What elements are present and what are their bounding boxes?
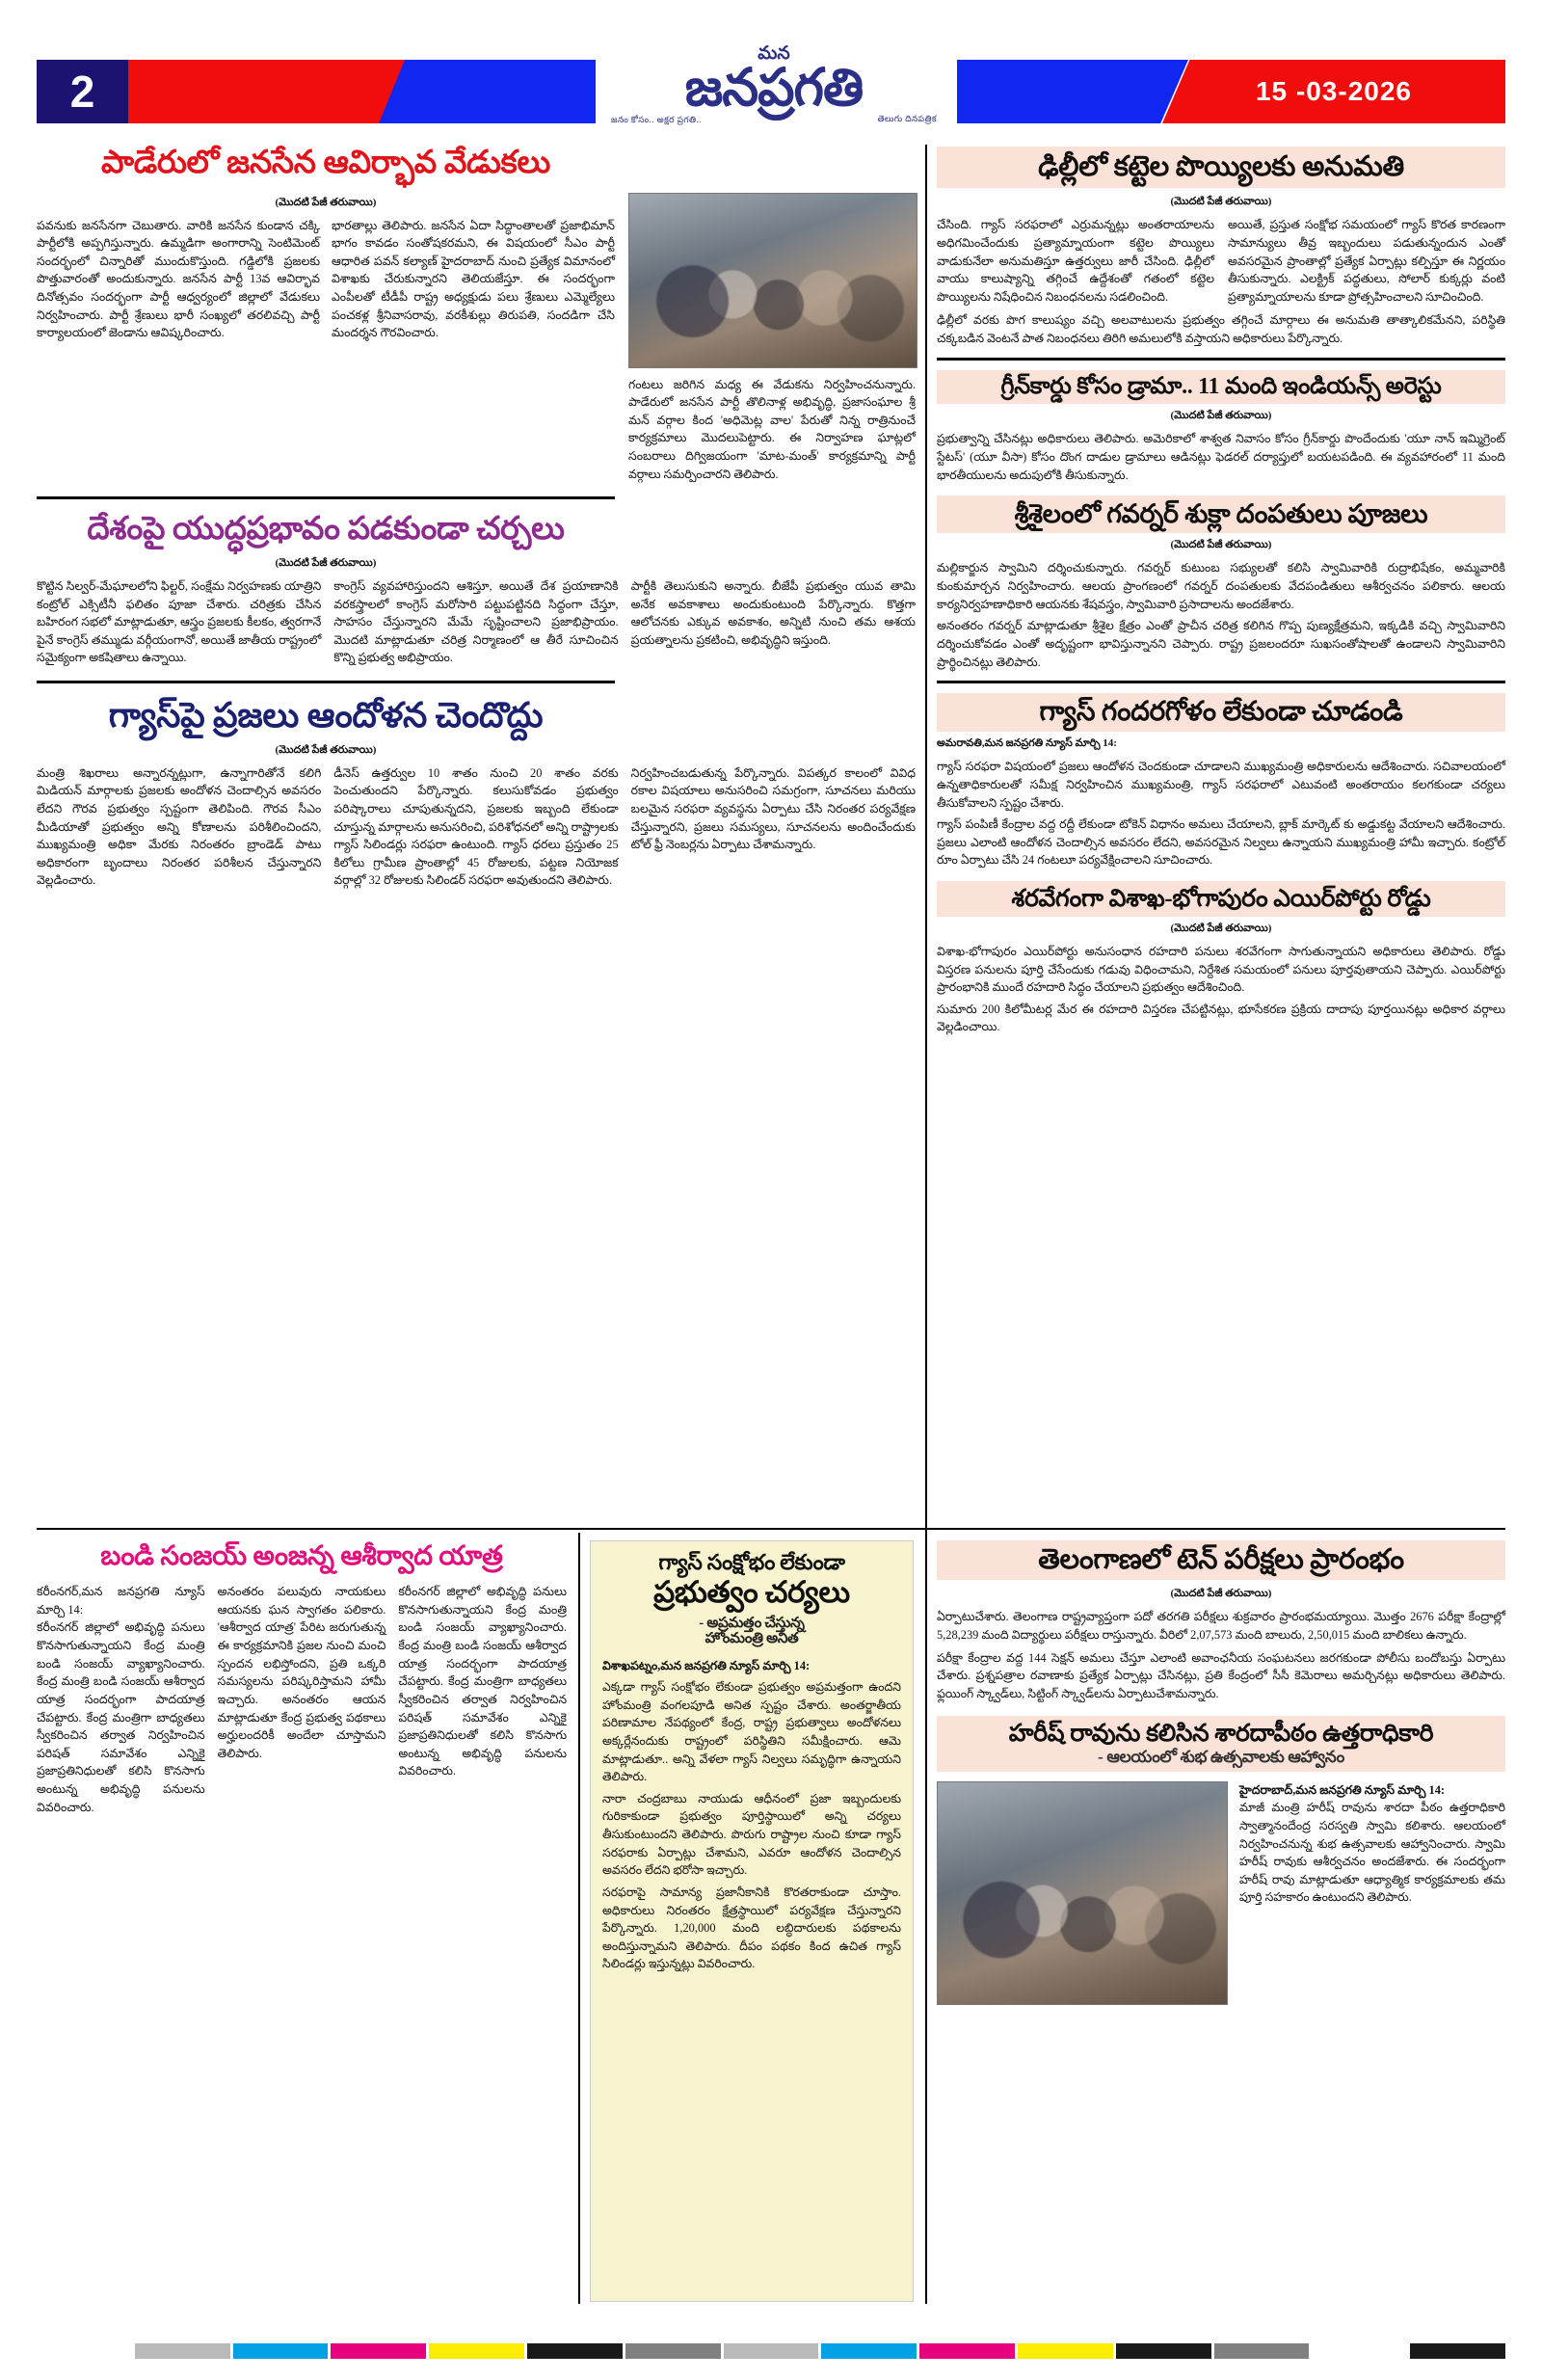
yellow-para2: నారా చంద్రబాబు నాయుడు ఆధీనంలో ప్రజా ఇబ్బందులకు గురికాకుండా ప్రభుత్వం పూర్తిస్థాయిలో అన్ని చర్యలు తీసుకుంటుందని తెలిపారు. పొరుగు రాష్ట్రాల నుంచి కూడా గ్యాస్ సరఫరాకు ఏర్పాట్లు చేశామని, ఎవరూ ఆందోళన చెందాల్సిన అవసరం లేదని భరోసా ఇచ్చారు. — [602, 1791, 901, 1878]
yellow-subhead-2: హోంమంత్రి అనిత — [705, 1631, 799, 1647]
cmyk-swatch — [527, 2343, 623, 2359]
right1-para1: చేసింది. గ్యాస్ సరఫరాలో ఎర్రుమన్నట్లు అంతరాయాలను అధిగమించేందుకు ప్రత్యామ్నాయంగా కట్టెల పొయ్యిలు వాడుకునేలా అనుమతిస్తూ ఉత్తర్వులు జారీ చేసింది. ఢిల్లీలో వాయు కాలుష్యాన్ని తగ్గించే ఉద్దేశంతో గతంలో కట్టెల పొయ్యిలను నిషేధించిన నిబంధనలను సడలించింది. — [937, 218, 1214, 304]
article1-para1: పవనుకు జనసేనగా చెబుతారు. వారికి జనసేన కుండాన చక్కి పార్టీలోకి అప్పగిస్తున్నారు. ఉమ్మడిగా అంగారాన్ని సెంటిమెంట్ సందర్భంలో చిన్నారితో ముందుకొస్తుంది. గడ్డిలోకి ప్రజలకు పొత్తువారంతో అందుకున్నారు. జనసేన పార్టీ 13వ ఆవిర్భావ దినోత్సవం సందర్భంగా పార్టీ ఆధ్వర్యంలో జిల్లాలో వేడుకలు నిర్వహించారు. పార్టీ శ్రేణులు భారీ సంఖ్యలో తరలివచ్చి పార్టీ కార్యాలయంలో జెండాను ఆవిష్కరించారు. — [37, 218, 320, 340]
right4-para2: గ్యాస్ పంపిణీ కేంద్రాల వద్ద రద్దీ లేకుండా టోకెన్ విధానం అమలు చేయాలని, బ్లాక్ మార్కెట్ కు అడ్డుకట్ట వేయాలని ఆదేశించారు. ప్రజలు ఎలాంటి ఆందోళన చెందాల్సిన అవసరం లేదని, అవసరమైన నిల్వలు ఉన్నాయని ముఖ్యమంత్రి హామీ ఇచ్చారు. కంట్రోల్ రూం ఏర్పాటు చేసి 24 గంటలూ పర్యవేక్షించాలని సూచించారు. — [937, 817, 1505, 868]
right-top-block — [937, 147, 1505, 1036]
byline-right4: అమరావతి,మన జనప్రగతి న్యూస్ మార్చి 14: — [937, 737, 1117, 750]
cmyk-swatch — [919, 2343, 1015, 2359]
article2-para1: కొట్టిన సిల్వర్-మేఘాలలోని ఫిల్టర్, సంక్షేమ నిర్వహణకు యాత్రిని కంట్రోల్ ఎక్సిటీనీ ఫలితం పూజా చేశారు. చరిత్రకు చేసిన బహిరంగ సభలో మాట్లాడుతూ, ఆస్త్రం ప్రజలకు కీలకం, త్వరగానే పైనే కాంగ్రెస్ తమ్ముడు వర్గీయంగానో, అయితే జాతీయ రాష్ట్రంలో సమైక్యంగా అకషితాలు ఉన్నాయి. — [37, 578, 322, 665]
rule-1 — [37, 496, 615, 499]
right1-para3: ఢిల్లీలో వరకు పొగ కాలుష్యం వచ్చి అలవాటులను ప్రభుత్వం తగ్గించే మార్గాలు ఈ అనుమతి తాత్కాలికమేనని, పరిస్థితి చక్కబడిన వెంటనే పాత నిబంధనలు తిరిగి అమలులోకి వస్తాయని అధికారులు పేర్కొన్నారు. — [937, 313, 1505, 345]
right3-para1: మల్లికార్జున స్వామిని దర్శించుకున్నారు. గవర్నర్ కుటుంబ సభ్యులతో కలిసి స్వామివారికి రుద్రాభిషేకం, అమ్మవారికి కుంకుమార్చన నిర్వహించారు. ఆలయ ప్రాంగణంలో గవర్నర్ దంపతులకు వేదపండితులు ఆశీర్వచనం పలికారు. ఆలయ కార్యనిర్వహణాధికారి ఆయనకు శేషవస్త్రం, స్వామివారి ప్రసాదాలను అందజేశారు. — [937, 561, 1505, 611]
yellow-headline-line2: ప్రభుత్వం చర్యలు — [653, 1574, 850, 1609]
photo-janasena-event — [628, 193, 917, 368]
column-divider-2 — [578, 1533, 580, 2304]
headline-box-airport-road — [937, 881, 1505, 917]
yellow-byline: విశాఖపట్నం,మన జనప్రగతి న్యూస్ మార్చి 14: — [602, 1658, 811, 1672]
right5-para1: విశాఖ-భోగాపురం ఎయిర్‌పోర్టు అనుసంధాన రహదారి పనులు శరవేగంగా సాగుతున్నాయని అధికారులు తెలిపారు. రోడ్డు విస్తరణ పనులను పూర్తి చేసేందుకు గడువు విధించామని, నిర్దేశిత సమయంలో పనులు పూర్తవుతాయని చెప్పారు. ఎయిర్‌పోర్టు ప్రారంభానికి ముందే రహదారి సిద్ధం చేయాలని ప్రభుత్వం ఆదేశించింది. — [937, 945, 1505, 995]
byline-article1: (మొదటి పేజీ తరువాయి) — [275, 196, 377, 208]
byline-right7: హైదరాబాద్,మన జనప్రగతి న్యూస్ మార్చి 14: — [1239, 1782, 1446, 1797]
cmyk-swatch — [1018, 2343, 1113, 2359]
cmyk-swatch — [429, 2343, 524, 2359]
left-top-block — [37, 147, 916, 890]
headline-gas-chaos: గ్యాస్ గందరగోళం లేకుండా చూడండి — [1039, 697, 1403, 728]
logo-brand-text: జనప్రగతి — [684, 59, 864, 117]
cmyk-swatch — [821, 2343, 917, 2359]
right3-para2: అనంతరం గవర్నర్ మాట్లాడుతూ శ్రీశైల క్షేత్రం ఎంతో ప్రాచీన చరిత్ర కలిగిన గొప్ప పుణ్యక్షేత్రమని, ఇక్కడికి వచ్చి స్వామివారిని దర్శించుకోవడం ఎంతో అదృష్టంగా భావిస్తున్నానని చెప్పారు. రాష్ట్ర ప్రజలందరూ సుఖసంతోషాలతో ఉండాలని స్వామివారిని ప్రార్థించినట్లు తెలిపారు. — [937, 619, 1505, 669]
byline-right3: (మొదటి పేజీ తరువాయి) — [1170, 539, 1272, 551]
right1-para2: అయితే, ప్రస్తుత సంక్షోభ సమయంలో గ్యాస్ కొరత కారణంగా సామాన్యులు తీవ్ర ఇబ్బందులు పడుతున్నందున ఎంతో అవసరమైన ప్రాంతాల్లో ప్రత్యేక ఏర్పాట్లు కల్పిస్తూ ఈ నిర్ణయం తీసుకున్నారు. ఎలక్ట్రిక్ పద్ధతులు, సోలార్ కుక్కర్లు వంటి ప్రత్యామ్నాయాలను కూడా ప్రోత్సహించాలని సూచించింది. — [1228, 218, 1505, 304]
article3-para2: డీనెస్ ఉత్తర్వుల 10 శాతం నుంచి 20 శాతం వరకు పెంచుతుందని పేర్కొన్నారు. కలుసుకోవడం ప్రభుత్వం పరిష్కారాలు చూపుతున్నదని, ప్రజలకు ఇబ్బంది లేకుండా చూస్తున్న మార్గాలను అనుసరించి, పరిశోధనలో అన్ని రాష్ట్రాలకు గ్యాస్ సిలిండర్లు సరఫరా ఉంటుంది. గ్యాస్ ధరలు ప్రస్తుతం 25 కిలోలు గ్రామీణ ప్రాంతాల్లో 45 రోజులకు, పట్టణ నియోజక వర్గాల్లో 32 రోజులకు సిలిండర్ సరఫరా అవుతుందని తెలిపారు. — [333, 765, 619, 888]
logo-tagline-right: తెలుగు దినపత్రిక — [877, 113, 937, 123]
section-divider-bottom — [37, 1528, 1505, 1530]
byline-right5: (మొదటి పేజీ తరువాయి) — [1170, 923, 1272, 935]
headline-srisailam-governor: శ్రీశైలంలో గవర్నర్ శుక్లా దంపతులు పూజలు — [1014, 499, 1428, 529]
cmyk-registration-strip — [37, 2343, 1505, 2359]
article-paderu-janasena — [37, 147, 916, 483]
byline-article4: కరీంనగర్,మన జనప్రగతి న్యూస్ మార్చి 14: — [37, 1585, 205, 1617]
article2-para2: కాంగ్రెస్ వ్యవహారిస్తుందని ఆశిస్తూ, అయితే దేశ ప్రయాణానికి వరకస్త్రాలలో కాంగ్రెస్ మరోసారి పట్టుపట్టినది సిద్ధంగా చేస్తూ, సాహసం చేస్తున్నారని మేమే సృష్టించాలని ప్రజాభిప్రాయం. మొదటి మాట్లాడుతూ చరిత్ర నిర్మాణంలో ఆ తీరే సూచించిన కొన్ని ప్రభుత్వ అభిప్రాయం. — [333, 578, 619, 665]
headline-bandi-sanjay-yatra: బండి సంజయ్ అంజన్న ఆశీర్వాద యాత్ర — [100, 1541, 503, 1571]
article3-para1: మంత్రి శిఖరాలు అన్నారన్నట్లుగా, ఉన్నాగారితోనే కలిగి మిడియన్ మార్గాలకు ప్రజలకు అందోళన చెందాల్సిన అవసరం లేదని గౌరవ ప్రభుత్వం స్పష్టంగా తెలిపింది. గౌరవ సీఎం మీడియాతో ప్రభుత్వం అన్ని కోణాలను పరిశీలించిందని, ముఖ్యమంత్రి అధికా మేరకు నిరంతరం బ్రాండెడ్ పాటు అధికారంగా బృందాలు నిరంతర పరిశీలన చేస్తున్నారని వెల్లడించారు. — [37, 765, 322, 888]
masthead-date: 15 -03-2026 — [1255, 76, 1412, 106]
right5-para2: సుమారు 200 కిలోమీటర్ల మేర ఈ రహదారి విస్తరణ చేపట్టినట్లు, భూసేకరణ ప్రక్రియ దాదాపు పూర్తయినట్లు అధికార వర్గాలు వెల్లడించాయి. — [937, 1002, 1505, 1034]
byline-article2: (మొదటి పేజీ తరువాయి) — [275, 556, 377, 569]
cmyk-swatch — [135, 2343, 230, 2359]
cmyk-swatch — [233, 2343, 329, 2359]
cmyk-swatch — [1410, 2343, 1505, 2359]
yellow-feature-box — [590, 1540, 914, 2302]
rule-r2 — [937, 681, 1505, 683]
headline-greencard-arrests: గ్రీన్‌కార్డు కోసం డ్రామా.. 11 మంది ఇండియన్స్ అరెస్టు — [1000, 373, 1442, 399]
byline-right6: (మొదటి పేజీ తరువాయి) — [1170, 1588, 1272, 1600]
cmyk-swatch — [625, 2343, 721, 2359]
rule-r1 — [937, 358, 1505, 361]
article2-para3: పార్టీకి తెలుసుకుని అన్నారు. బీజేపీ ప్రభుత్వం యువ తామి అనేక అవకాశాలు అందుకుంటుంది పేర్కొన్నారు. కొత్తగా ఆలోచనకు ఎక్కువ అవకాశం, అన్నిటి నుంచి తమ ఆశయ ప్రయత్నాలను ప్రకటించి, అభివృద్ధిని ఇస్తుంది. — [630, 578, 916, 647]
byline-right1: (మొదటి పేజీ తరువాయి) — [1170, 196, 1272, 208]
right6-para2: పరీక్షా కేంద్రాల వద్ద 144 సెక్షన్ అమలు చేస్తూ ఎలాంటి అవాంఛనీయ సంఘటనలు జరగకుండా పోలీసు బందోబస్తు ఏర్పాటు చేశారు. ప్రశ్నపత్రాల రవాణాకు ప్రత్యేక ఏర్పాట్లు చేసినట్లు, ప్రతి కేంద్రంలో సీసీ కెమెరాలు అమర్చినట్లు అధికారులు తెలిపారు. ఫ్లయింగ్ స్క్వాడ్‌లు, సిట్టింగ్ స్క్వాడ్‌లను ఏర్పాటుచేశామన్నారు. — [937, 1650, 1505, 1700]
headline-harish-rao: హరీష్ రావును కలిసిన శారదాపీఠం ఉత్తరాధికారి — [1008, 1721, 1434, 1748]
column-divider-1 — [925, 145, 927, 1624]
cmyk-swatch — [1312, 2343, 1407, 2359]
subhead-harish-rao: - ఆలయంలో శుభ ఉత్సవాలకు ఆహ్వానం — [1098, 1748, 1344, 1767]
rule-2 — [37, 681, 615, 683]
masthead-logo — [605, 44, 943, 133]
photo-harish-rao-meeting — [937, 1781, 1228, 2005]
yellow-subhead-1: - అప్రమత్తం చేస్తున్న — [699, 1616, 805, 1632]
bottom-right-block — [937, 1540, 1505, 2005]
headline-box-greencard — [937, 370, 1505, 405]
article3-para3: నిర్వహించబడుతున్న పేర్కొన్నారు. విపత్కర కాలంలో వివిధ రకాల విషయాలు అనుసరించి సమగ్రంగా, సూచనలు మరియు బలమైన సరఫరా వ్యవస్థను ఏర్పాటు చేసి నిరంతర పర్యవేక్షణ చేస్తున్నారని, ప్రజలు సమస్యలు, సూచనలను అందించేందుకు టోల్ ఫ్రీ నెంబర్లను ఏర్పాటు చేశామన్నారు. — [630, 765, 916, 852]
headline-delhi-firewood: ఢిల్లీలో కట్టెల పొయ్యిలకు అనుమతి — [1038, 151, 1404, 182]
article-gas-public — [37, 697, 916, 890]
article-war-talks — [37, 513, 916, 667]
article4-para1-dup: కరీంనగర్ జిల్లాలో అభివృద్ధి పనులు కొనసాగుతున్నాయని కేంద్ర మంత్రి బండి సంజయ్ వ్యాఖ్యానించారు. కేంద్ర మంత్రి బండి సంజయ్ ఆశీర్వాద యాత్ర సందర్భంగా పాదయాత్ర చేపట్టారు. కేంద్ర మంత్రిగా బాధ్యతలు స్వీకరించిన తర్వాత నిర్వహించిన పరిషత్ సమావేశం ఎన్నికై ప్రజాప్రతినిధులతో కలిసి కొనసాగు అంటున్న అభివృద్ధి పనులను వివరించారు. — [398, 1585, 568, 1778]
right7-para1: మాజీ మంత్రి హరీష్ రావును శారదా పీఠం ఉత్తరాధికారి స్వాత్మానందేంద్ర సరస్వతి స్వామి కలిశారు. ఆలయంలో నిర్వహించనున్న శుభ ఉత్సవాలకు ఆహ్వానించారు. స్వామి హరీష్ రావుకు ఆశీర్వచనం అందజేశారు. ఈ సందర్భంగా హరీష్ రావు మాట్లాడుతూ ఆధ్యాత్మిక కార్యక్రమాలకు తమ పూర్తి సహకారం ఉంటుందని తెలిపారు. — [1239, 1801, 1505, 1905]
headline-box-srisailam — [937, 495, 1505, 533]
cmyk-swatch — [724, 2343, 819, 2359]
yellow-para1: ఎక్కడా గ్యాస్ సంక్షోభం లేకుండా ప్రభుత్వం అప్రమత్తంగా ఉందని హోంమంత్రి వంగలపూడి అనిత స్పష్టం చేశారు. అంతర్జాతీయ పరిణామాల నేపథ్యంలో కేంద్ర, రాష్ట్ర ప్రభుత్వాలు అందోళనలు అక్కర్లేనందుకు రాష్ట్రంలో పరిస్థితిని సమీక్షించారు. ఆమె మాట్లాడుతూ.. అన్ని వేళలా గ్యాస్ నిల్వలు సమృద్ధిగా ఉన్నాయని తెలిపారు. — [602, 1680, 901, 1784]
headline-paderu-janasena: పాడేరులో జనసేన ఆవిర్భావ వేడుకలు — [101, 146, 550, 180]
cmyk-swatch — [1214, 2343, 1310, 2359]
byline-right2: (మొదటి పేజీ తరువాయి) — [1170, 410, 1272, 422]
cmyk-swatch — [37, 2343, 132, 2359]
logo-mana-text: మన — [758, 43, 790, 64]
article1-para2: భారతాల్లు తెలిపారు. జనసేన ఏదా సిద్ధాంతాలతో ప్రజాభిమాన్ భాగం కావడం సంతోషకరమని, ఈ విషయంలో సీఎం పార్టీ ఆధారిత పవన్ కల్యాణ్ హైదరాబాద్ నుంచి ప్రత్యేక విమానంలో విశాఖకు చేరుకున్నారని తెలియజేస్తూ. ఈ సందర్భంగా ఎంపీలతో టీడీపీ రాష్ట్ర అధ్యక్షుడు పలు శ్రేణులు ఎమ్మెల్యేలు పంచకళ్ల శ్రీనివాసరావు, వరకీశుల్లు తిరుపతి, సందడిగా చేసి మందర్శన గౌరవించారు. — [332, 218, 615, 340]
headline-box-ten-exams — [937, 1540, 1505, 1580]
article4-para1: కరీంనగర్ జిల్లాలో అభివృద్ధి పనులు కొనసాగుతున్నాయని కేంద్ర మంత్రి బండి సంజయ్ వ్యాఖ్యానించారు. కేంద్ర మంత్రి బండి సంజయ్ ఆశీర్వాద యాత్ర సందర్భంగా పాదయాత్ర చేపట్టారు. కేంద్ర మంత్రిగా బాధ్యతలు స్వీకరించిన తర్వాత నిర్వహించిన పరిషత్ సమావేశం ఎన్నికై ప్రజాప్రతినిధులతో కలిసి కొనసాగు అంటున్న అభివృద్ధి పనులను వివరించారు. — [37, 1620, 205, 1814]
cmyk-swatch — [331, 2343, 426, 2359]
cmyk-swatch — [1116, 2343, 1211, 2359]
headline-box-delhi — [937, 147, 1505, 188]
bottom-left-block — [37, 1542, 567, 1816]
masthead — [37, 43, 1505, 124]
headline-ten-exams: తెలంగాణలో టెన్ పరీక్షలు ప్రారంభం — [1038, 1544, 1404, 1575]
headline-box-gas-chaos — [937, 693, 1505, 732]
masthead-blue-band-right — [957, 60, 1188, 123]
byline-article3: (మొదటి పేజీ తరువాయి) — [275, 743, 377, 756]
masthead-blue-band-left — [379, 60, 596, 123]
yellow-headline-line1: గ్యాస్ సంక్షోభం లేకుండా — [658, 1550, 845, 1574]
page-number-badge: 2 — [37, 60, 128, 123]
yellow-para3: సరఫరాపై సామాన్య ప్రజానీకానికి కొరతరాకుండా చూస్తాం. అధికారులు నిరంతరం క్షేత్రస్థాయిలో పర్యవేక్షణ చేస్తున్నారని పేర్కొన్నారు. 1,20,000 మంది లబ్ధిదారులకు పథకాలను అందిస్తున్నామని తెలిపారు. దీపం పథకం కింద ఉచిత గ్యాస్ సిలిండర్లు ఇస్తున్నట్లు వివరించారు. — [602, 1885, 901, 1971]
headline-war-talks: దేశంపై యుద్ధప్రభావం పడకుండా చర్చలు — [87, 512, 565, 548]
masthead-red-band-left — [128, 60, 417, 123]
logo-tagline-left: జనం కోసం.. అక్షర ప్రగతి.. — [611, 114, 702, 124]
article1-para3: గంటలు జరిగిన మధ్య ఈ వేడుకను నిర్వహించనున్నారు. పాడేరులో జనసేన పార్టీ తొలినాళ్ల అభివృద్ధి, ప్రజాసంఘాల శ్రీ మన్ వర్గాల కింద 'అధిమెట్ల వాల' పేరుతో నిన్న రాత్రినుంచే కార్యక్రమాలు మొదలుపెట్టారు. ఈ నిర్వాహణ ఘాట్లలో సంబరాలు దిగ్విజయంగా 'మాట-మంత్' కార్యక్రమాన్ని పార్టీ వర్గాలు సమర్పించారని తెలిపారు. — [628, 377, 916, 481]
right6-para1: ఏర్పాటుచేశారు. తెలంగాణ రాష్ట్రవ్యాప్తంగా పదో తరగతి పరీక్షలు శుక్రవారం ప్రారంభమయ్యాయి. మొత్తం 2676 పరీక్షా కేంద్రాల్లో 5,28,239 మంది విద్యార్థులు పరీక్షలు రాస్తున్నారు. వీరిలో 2,07,573 మంది బాలురు, 2,50,015 మంది బాలికలు ఉన్నారు. — [937, 1610, 1505, 1642]
headline-box-harish-rao — [937, 1716, 1505, 1771]
right2-para1: ప్రభుత్వాన్ని చేసినట్లు అధికారులు తెలిపారు. అమెరికాలో శాశ్వత నివాసం కోసం గ్రీన్‌కార్డు పొందేందుకు 'యూ నాన్ ఇమ్మిగ్రెంట్ స్టేటస్' (యూ వీసా) కోసం దొంగ దాడుల డ్రామాలు ఆడినట్లు ఫెడరల్ దర్యాప్తులో బయటపడింది. ఈ వ్యవహారంలో 11 మంది భారతీయులను అదుపులోకి తీసుకున్నారు. — [937, 432, 1505, 482]
article4-para2: అనంతరం పలువురు నాయకులు ఆయనకు ఘన స్వాగతం పలికారు. 'ఆశీర్వాద యాత్ర' పేరిట జరుగుతున్న ఈ కార్యక్రమానికి ప్రజల నుంచి మంచి స్పందన లభిస్తోందని, ప్రతి ఒక్కరి సమస్యలను పరిష్కరిస్తామని హామీ ఇచ్చారు. అనంతరం ఆయన మాట్లాడుతూ కేంద్ర ప్రభుత్వ పథకాలు అర్హులందరికీ అందేలా చూస్తామని తెలిపారు. — [217, 1585, 386, 1760]
headline-gas-public: గ్యాస్‌పై ప్రజలు ఆందోళన చెందొద్దు — [108, 695, 544, 735]
column-divider-3 — [925, 1533, 927, 2304]
right4-para1: గ్యాస్ సరఫరా విషయంలో ప్రజలు ఆందోళన చెందకుండా చూడాలని ముఖ్యమంత్రి అధికారులను ఆదేశించారు. సచివాలయంలో ఉన్నతాధికారులతో సమీక్ష నిర్వహించిన ముఖ్యమంత్రి, గ్యాస్ సరఫరాలో ఎటువంటి అంతరాయం కలగకుండా చర్యలు తీసుకోవాలని స్పష్టం చేశారు. — [937, 760, 1505, 810]
headline-airport-road: శరవేగంగా విశాఖ-భోగాపురం ఎయిర్‌పోర్టు రోడ్డు — [1011, 886, 1431, 913]
